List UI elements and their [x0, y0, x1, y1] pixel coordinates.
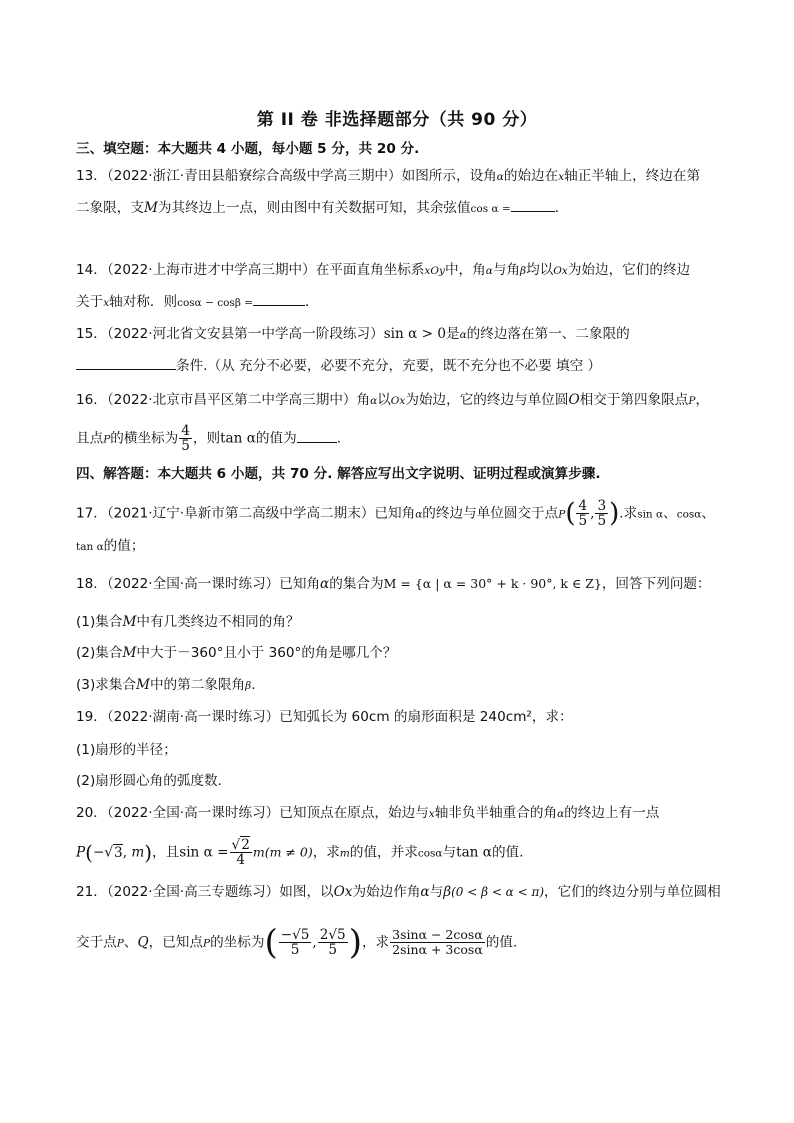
- q20-line-2: P(−√3, m)，且sin α = $\frac{√2}{4}$ m(m ≠ 0)，求m的值，并求cosα与tan α的值.: [76, 837, 524, 868]
- answer-blank: [76, 357, 176, 370]
- q14-line-1: 14．（2022·上海市进才中学高三期中）在平面直角坐标系xOy中，角α与角β均以Ox为始边，它们的终边: [76, 262, 691, 278]
- q20-line-1: 20．（2022·全国·高一课时练习）已知顶点在原点，始边与x轴非负半轴重合的角α的终边上有一点: [76, 805, 660, 821]
- q18-sub-2: (2)集合M中大于－360°且小于 360°的角是哪几个？: [76, 645, 397, 661]
- q19-sub-1: (1)扇形的半径；: [76, 742, 177, 758]
- q17-line-1: 17．（2021·辽宁·阜新市第二高级中学高二期末）已知角α的终边与单位圆交于点P( $\frac{4}{5}$ , $\frac{3}{5}$ ).求sin α、cosα、: [76, 498, 715, 529]
- q21-line-2: 交于点P、Q，已知点P的坐标为( $\frac{-√5}{5}$ , $\frac{2√5}{5}$ )，求 $\frac{3\sin\alpha - 2\cos\alpha}{2\sin\alpha + 3\cos\alpha}$ 的值.: [76, 922, 518, 963]
- fraction: $\frac{2√5}{5}$: [319, 927, 346, 958]
- q18-sub-1: (1)集合M中有几类终边不相同的角？: [76, 614, 300, 630]
- q19-sub-2: (2)扇形圆心角的弧度数.: [76, 773, 222, 789]
- q18-line-1: 18．（2022·全国·高一课时练习）已知角α的集合为M = {α | α = 30° + k · 90°, k ∈ Z}，回答下列问题：: [76, 576, 711, 592]
- q17-line-2: tan α的值；: [76, 538, 145, 554]
- answer-blank: [511, 199, 555, 212]
- q15-line-2: 条件.（从 充分不必要，必要不充分，充要，既不充分也不必要 填空 ）: [76, 356, 601, 376]
- section-4-heading: 四、解答题：本大题共 6 小题，共 70 分. 解答应写出文字说明、证明过程或演算步骤.: [76, 466, 601, 482]
- q16-line-2: 且点P的横坐标为 $\frac{4}{5}$ ，则tan α的值为 .: [76, 423, 342, 454]
- q13-line-2: 二象限，支M为其终边上一点，则由图中有关数据可知，其余弦值cos α = .: [76, 200, 560, 216]
- q13-line-1: 13．（2022·浙江·青田县船寮综合高级中学高三期中）如图所示，设角α的始边在x轴正半轴上，终边在第: [76, 168, 701, 184]
- q19-line-1: 19．（2022·湖南·高一课时练习）已知弧长为 60cm 的扇形面积是 240cm²，求：: [76, 709, 573, 725]
- fraction: $\frac{-√5}{5}$: [280, 927, 310, 958]
- answer-blank: [253, 293, 305, 306]
- answer-blank: [297, 430, 337, 443]
- q15-line-1: 15．（2022·河北省文安县第一中学高一阶段练习）sin α > 0是α的终边落在第一、二象限的: [76, 326, 630, 342]
- q16-line-1: 16．（2022·北京市昌平区第二中学高三期中）角α以Ox为始边，它的终边与单位圆O相交于第四象限点P，: [76, 392, 710, 408]
- fraction: $\frac{4}{5}$: [578, 498, 588, 529]
- fraction: $\frac{3}{5}$: [597, 498, 607, 529]
- q21-line-1: 21．（2022·全国·高三专题练习）如图，以Ox为始边作角α与β(0 < β < α < π)，它们的终边分别与单位圆相: [76, 884, 721, 900]
- fraction: $\frac{4}{5}$: [181, 423, 190, 454]
- q14-line-2: 关于x轴对称．则cosα − cosβ = ．: [76, 294, 319, 310]
- q18-sub-3: (3)求集合M中的第二象限角β.: [76, 677, 256, 693]
- section-title: 第 II 卷 非选择题部分（共 90 分）: [256, 110, 538, 130]
- section-3-heading: 三、填空题：本大题共 4 小题，每小题 5 分，共 20 分.: [76, 141, 420, 157]
- fraction: $\frac{√2}{4}$: [231, 837, 250, 868]
- fraction: $\frac{3\sin\alpha - 2\cos\alpha}{2\sin\alpha + 3\cos\alpha}$: [392, 927, 483, 957]
